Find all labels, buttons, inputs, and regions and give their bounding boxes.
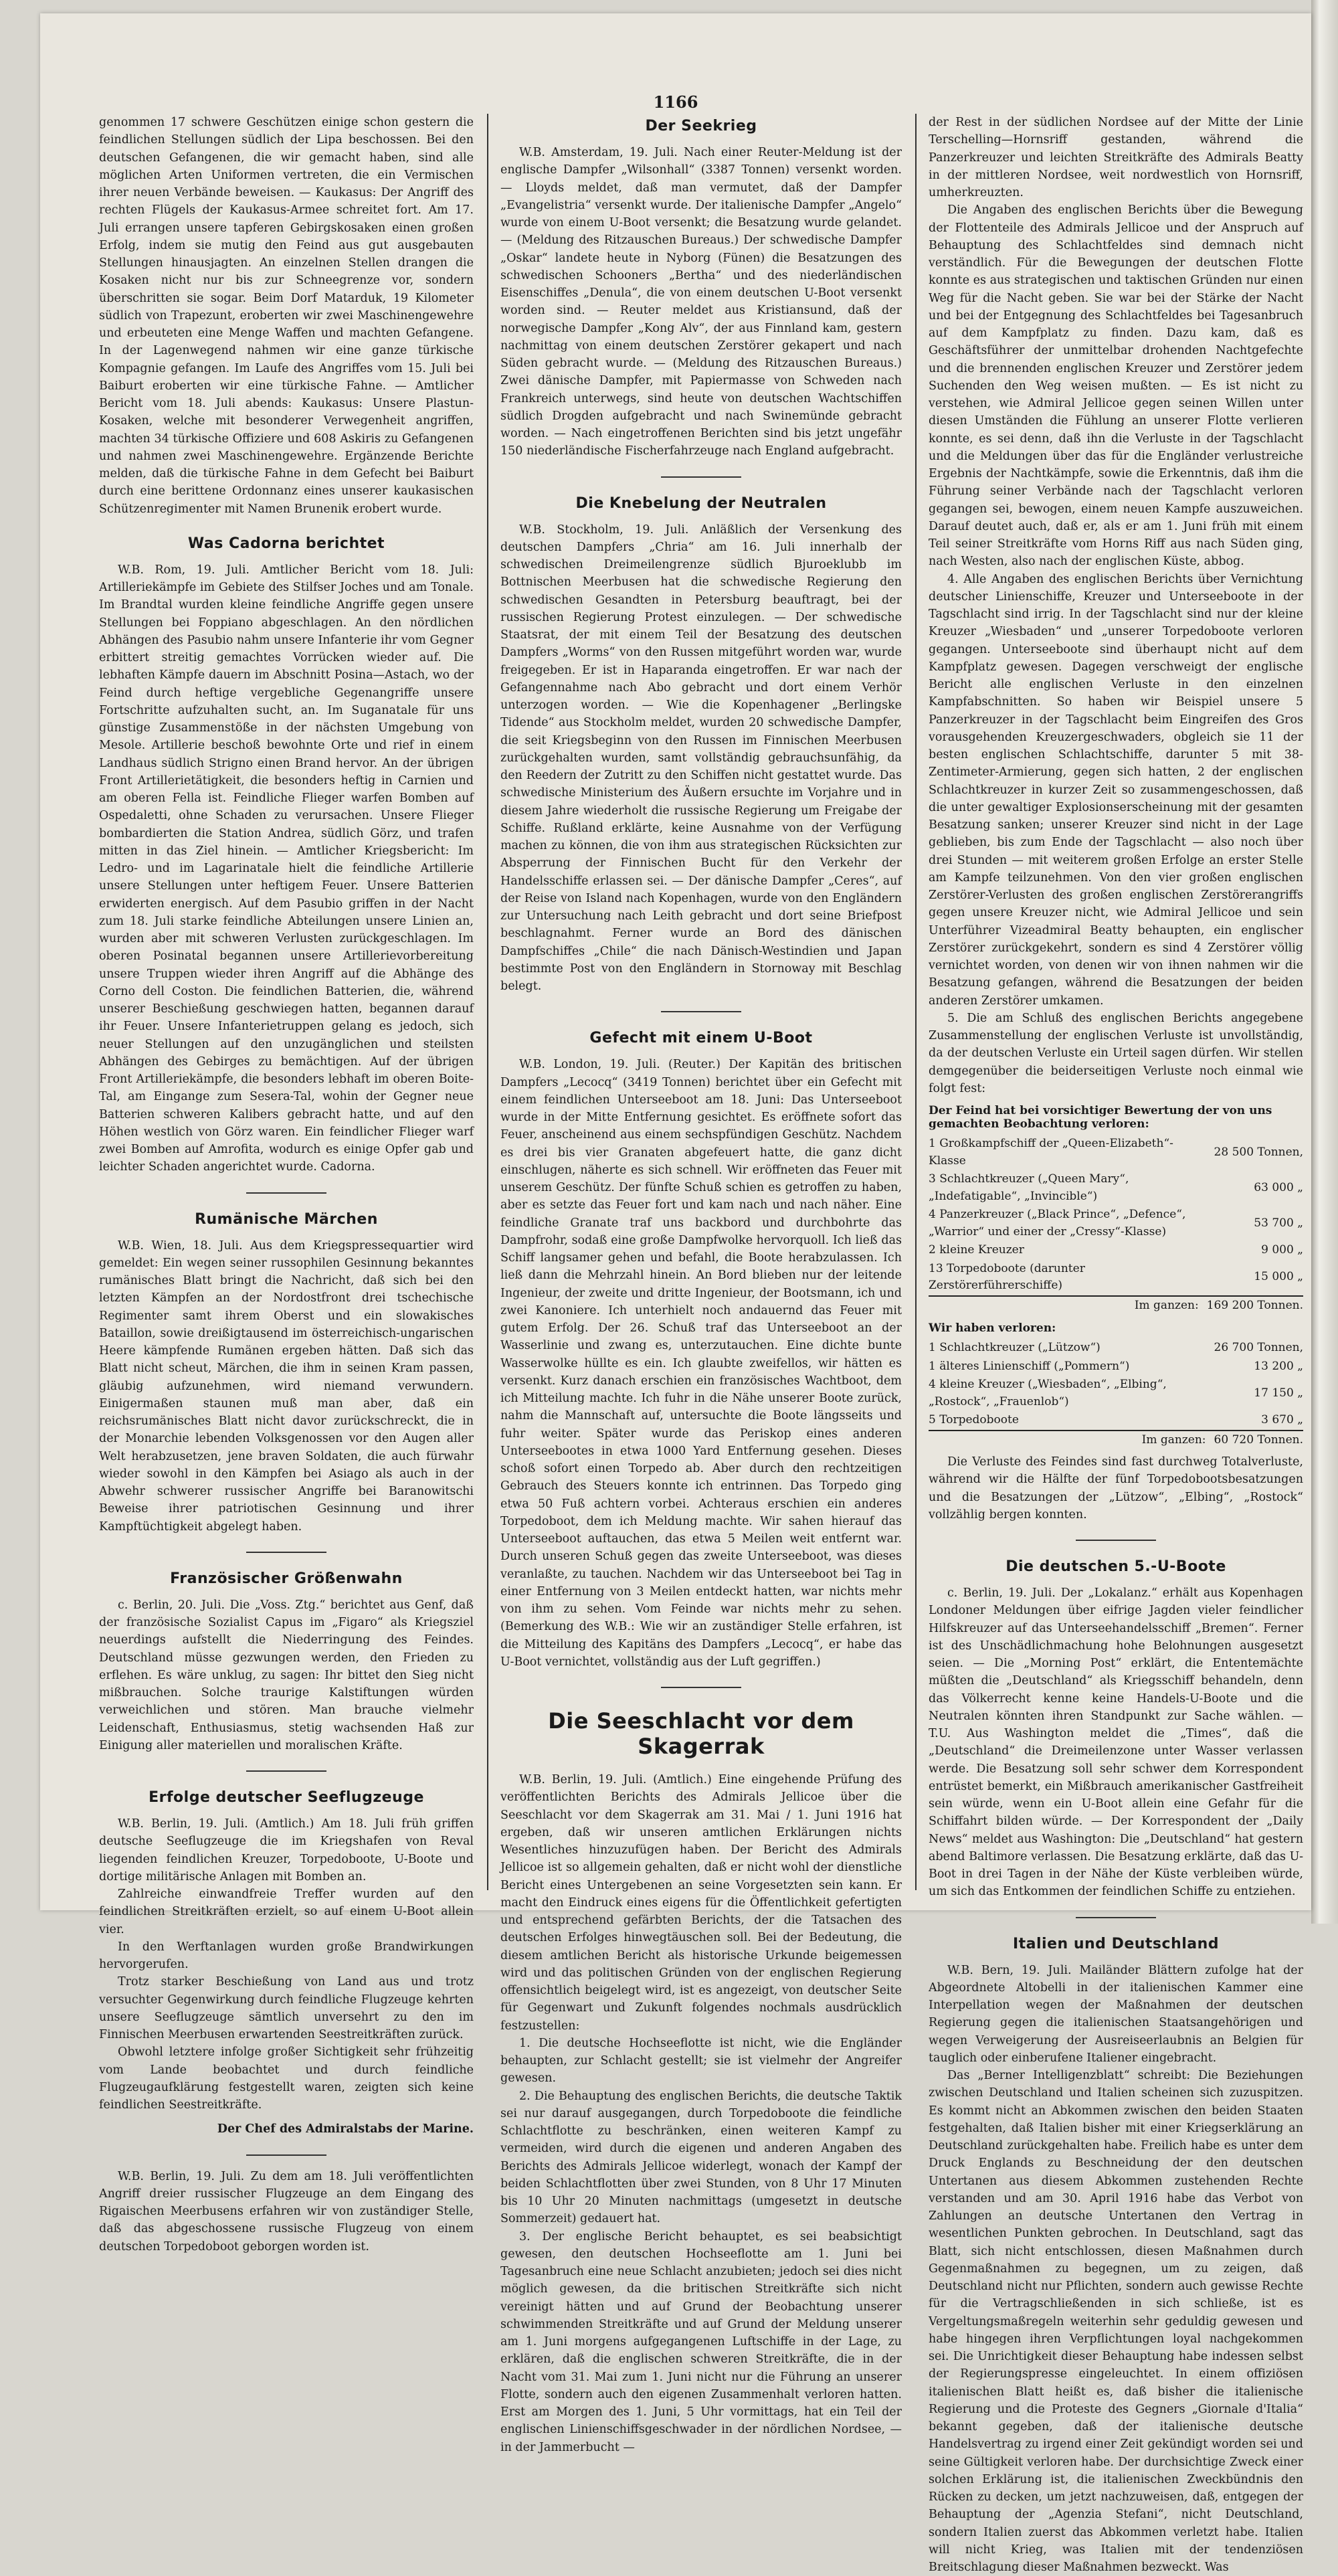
enemy-ship-label: 13 Torpedoboote (darunter Zerstörerführerschiffe) [929, 1261, 1085, 1292]
article-title-rumaenische-maerchen: Rumänische Märchen [195, 1210, 378, 1228]
article-paragraph: W.B. Berlin, 19. Juli. (Amtlich.) Am 18. Juli früh griffen deutsche Seeflugzeuge die im Kriegshafen von Reval liegenden feindlichen Kreuzer, Torpedoboote, U-Boote und dortige militärische Anlagen mit Bomben an. [99, 1817, 474, 1883]
column-left [99, 114, 474, 2253]
article-body-cadorna: W.B. Rom, 19. Juli. Amtlicher Bericht vom 18. Juli: Artilleriekämpfe im Gebiete des Stilfser Joches und am Tonale. Im Brandtal wurden kleine feindliche Angriffe gegen unsere Stellungen bei Foppiano abgeschlagen. An den nördlichen Abhängen des Pasubio nahm unsere Infanterie ihr vom Gegner erbittert streitig gemachtes Vorrücken wieder auf. Die lebhaften Kämpfe dauern im Abschnitt Posina—Astach, wo der Feind durch heftige vergebliche Gegenangriffe unsere Fortschritte aufzuhalten sucht, an. Im Suganatale für uns günstige Zusammenstöße in der nächsten Umgebung von Mesole. Artillerie beschoß bewohnte Orte und rief in einem Landhaus südlich Strigno einen Brand hervor. An der übrigen Front Artillerietätigkeit, die besonders heftig in Carnien und am oberen Fella ist. Feindliche Flieger warfen Bomben auf Ospedaletti, ohne Schaden zu verursachen. Unsere Flieger bombardierten die Station Andrea, südlich Görz, und trafen mitten in das Ziel hinein. — Amtlicher Kriegsbericht: Im Ledro- und im Lagarinatale hielt die feindliche Artillerie unsere Stellungen unter heftigem Feuer. Unsere Batterien erwiderten energisch. Auf dem Pasubio griffen in der Nacht zum 18. Juli starke feindliche Abteilungen unsere Linien an, wurden aber mit schweren Verlusten zurückgeschlagen. Im oberen Posinatal begannen unsere Artillerievorbereitung unsere Truppen wieder ihren Angriff auf die Abhänge des Corno dell Coston. Die feindlichen Batterien, die, während unserer Beschießung geschwiegen hatten, begannen darauf ihr Feuer. Unsere Infanterietruppen gelang es jedoch, sich neuer Stellungen auf den unzugänglichen und steilsten Abhängen des Gebirges zu bemächtigen. Auf der übrigen Front Artilleriekämpfe, die besonders lebhaft im oberen Boite-Tal, am Eingange zum Sesera-Tal, wohin der Gegner neue Batterien schweren Kalibers gebracht hatte, und auf den Höhen westlich von Görz waren. Ein feindlicher Flieger warf zwei Bomben auf Amrofita, wodurch es einige Opfer gab und leichter Schaden angerichtet wurde. Cadorna. [99, 563, 474, 1174]
article-title-groessenwahn: Französischer Größenwahn [170, 1570, 403, 1587]
own-ship-label: 1 älteres Linienschiff („Pommern“) [929, 1359, 1130, 1373]
article-separator [1076, 1917, 1156, 1918]
enemy-tonnage: 28 500 Tonnen, [1214, 1145, 1303, 1159]
enemy-ship-label: 1 Großkampfschiff der „Queen-Elizabeth“-Klasse [929, 1137, 1173, 1168]
article-separator [246, 2154, 326, 2156]
article-title-u-boote: Die deutschen 5.-U-Boote [1006, 1558, 1226, 1575]
own-row [929, 1376, 1303, 1411]
article-body-italien-2: Das „Berner Intelligenzblatt“ schreibt: Die Beziehungen zwischen Deutschland und Italien scheinen sich zuzuspitzen. Es kommt nicht an Abkommen zwischen den beiden Staaten festgehalten, daß Italien bisher mit einer Kriegserklärung an Deutschland zurückgehalten habe. Freilich habe es unter dem Druck Englands zu Beschneidung der den deutschen Untertanen aus diesem Abkommen zustehenden Rechte verstanden und am 30. April 1916 habe das Verbot von Zahlungen an deutsche Untertanen den Vertrag in wesentlichen Punkten gebrochen. In Deutschland, sagt das Blatt, sich nicht entschlossen, diesen Maßnahmen durch Gegenmaßnahmen zu begegnen, um zu zeigen, daß Deutschland nicht nur Pflichten, sondern auch gewisse Rechte für die Vertragschließenden in sich schließe, ist es Vergeltungsmaßregeln weiterhin sehr geduldig gewesen und habe hingegen ihren Verpflichtungen loyal nachgekommen sei. Die Unrichtigkeit dieser Behauptung habe indessen selbst der Regierungspresse eingeleuchtet. In einem offiziösen italienischen Blatt heißt es, daß bisher die italienische Regierung und die Proteste des Gegners „Giornale d'Italia“ bekannt gegeben, daß der italienische deutsche Handelsvertrag zu irgend einer Zeit gekündigt worden sei und seine Gültigkeit verloren habe. Der durchsichtige Zweck einer solchen Erklärung ist, die italienischen Zweckbündnis den Rücken zu decken, um jetzt nachzuweisen, daß, entgegen der Behauptung der „Agenzia Stefani“, nicht Deutschland, sondern Italien zuerst das Abkommen verletzt habe. Italien will nicht Krieg, was Italien mit der tendenziösen Breitschlagung dieser Maßnahmen bezweckt. Was [929, 2069, 1303, 2574]
enemy-row [929, 1260, 1303, 1296]
enemy-total-value: 169 200 Tonnen. [1207, 1296, 1303, 1315]
article-signature: Der Chef des Admiralstabs der Marine. [217, 2122, 474, 2136]
article-paragraph: 5. Die am Schluß des englischen Berichts angegebene Zusammenstellung der englischen Verluste ist unvollständig, da der deutschen Verluste ein Urteil sagen dürfen. Wir stellen demgegenüber die beiderseitigen Verluste noch einmal wie folgt fest: [929, 1011, 1303, 1095]
column-rule-right [915, 114, 917, 1890]
article-intro-skagerrak: W.B. Berlin, 19. Juli. (Amtlich.) Eine eingehende Prüfung des veröffentlichten Berichts des Admirals Jellicoe über die Seeschlacht vor dem Skagerrak am 31. Mai / 1. Juni 1916 hat ergeben, daß wir unseren amtlichen Erklärungen nichts Wesentliches hinzuzufügen haben. Der Bericht des Admirals Jellicoe ist so allgemein gehalten, daß er nicht wohl der dienstliche Bericht eines Untergebenen an seine Vorgesetzten sein kann. Er macht den Eindruck eines eigens für die Öffentlichkeit gefertigten und entsprechend gefärbten Berichts, der die Tatsachen des deutschen Erfolges hinwegtäuschen soll. Bei der Bedeutung, die diesem amtlichen Bericht als historische Urkunde beigemessen wird und das politischen Gründen von der englischen Regierung offensichtlich beigelegt wird, ist es angezeigt, von deutscher Seite für Gegenwart und Zukunft folgendes nochmals ausdrücklich festzustellen: [500, 1773, 902, 2033]
enemy-row [929, 1241, 1303, 1260]
own-total-label: Im ganzen: [929, 1431, 1214, 1450]
article-body-seekrieg: W.B. Amsterdam, 19. Juli. Nach einer Reuter-Meldung ist der englische Dampfer „Wilsonhall“ (3387 Tonnen) versenkt worden. — Lloyds meldet, daß man vermutet, daß der Dampfer „Evangelistria“ versenkt wurde. Der italienische Dampfer „Angelo“ wurde von einem U-Boot versenkt; die Besatzung wurde gelandet. — (Meldung des Ritzauschen Bureaus.) Der schwedische Dampfer „Oskar“ landete heute in Nyborg (Fünen) die Besatzungen des schwedischen Schooners „Bertha“ und des niederländischen Eisenschiffes „Denula“, die von einem deutschen U-Boot versenkt worden sind. — Reuter meldet aus Kristiansund, daß der norwegische Dampfer „Kong Alv“, der aus Finnland kam, gestern nachmittag von einem deutschen Zerstörer gekapert und nach Süden gebracht wurde. — (Meldung des Ritzauschen Bureaus.) Zwei dänische Dampfer, mit Papiermasse von Schweden nach Frankreich unterwegs, sind heute von deutschen Wachtschiffen südlich Drogden aufgebracht und nach Swinemünde gebracht worden. — Nach eingetroffenen Berichten sind bis jetzt ungefähr 150 niederländische Fischerfahrzeuge nach England aufgebracht. [500, 146, 902, 458]
newspaper-page [40, 13, 1311, 2574]
article-title-knebelung: Die Knebelung der Neutralen [575, 494, 827, 512]
own-tonnage: 13 200 „ [1254, 1359, 1303, 1373]
article-separator [661, 476, 741, 478]
enemy-tonnage: 53 700 „ [1254, 1216, 1303, 1230]
article-paragraph: Die Angaben des englischen Berichts über die Bewegung der Flottenteile des Admirals Jellicoe und der Anspruch auf Behauptung des Schlachtfeldes sind demnach nicht verständlich. Für die Bewegungen der deutschen Flotte konnte es aus strategischen und taktischen Gründen nur einen Weg für die Nacht geben. Sie war bei der Stärke der Nacht und bei der Entgegnung des Schlachtfeldes bei Tagesanbruch auf dem Kampfplatz zu finden. Dazu kam, daß es Geschäftsführer der unmittelbar drohenden Nachtgefechte und die brennenden englischen Kreuzer und Zerstörer jedem Suchenden den Weg weisen mußten. — Es ist nicht zu verstehen, wie Admiral Jellicoe gegen seinen Willen unter diesen Umständen die Fühlung an unserer Flotte verlieren konnte, es sei denn, daß ihn die Verluste in der Tagschlacht und die Meldungen über das für die Engländer verlustreiche Ergebnis der Nachtkämpfe, sowie die Erkenntnis, daß ihm die Führung seiner Verbände nach der Tagschlacht verloren gegangen sei, bewogen, einem neuen Kampfe auszuweichen. Darauf deutet auch, daß er, als er am 1. Juni früh mit einem Teil seiner Streitkräfte vom Horns Riff aus nach Süden ging, nach Westen, also nach der englischen Küste, abbog. [929, 203, 1303, 569]
article-paragraph: Obwohl letztere infolge großer Sichtigkeit sehr frühzeitig vom Lande beobachtet und durch feindliche Flugzeugaufklärung festgestellt waren, zeigten sich keine feindlichen Seestreitkräfte. [99, 2045, 474, 2112]
own-row [929, 1411, 1303, 1431]
own-row [929, 1339, 1303, 1358]
article-title-skagerrak: Die Seeschlacht vor dem Skagerrak [548, 1708, 854, 1759]
article-separator [661, 1687, 741, 1688]
article-title-italien: Italien und Deutschland [1012, 1935, 1220, 1952]
article-paragraph: Trotz starker Beschießung von Land aus und trotz versuchter Gegenwirkung durch feindliche Flugzeuge kehrten unsere Seeflugzeuge sämtlich unversehrt zu den im Finnischen Meerbusen erwartenden Seestreitkräften zurück. [99, 1975, 474, 2041]
article-item: 1. Die deutsche Hochseeflotte ist nicht, wie die Engländer behaupten, zur Schlacht gestellt; sie ist vielmehr der Angreifer gewesen. [500, 2036, 902, 2086]
article-separator [246, 1192, 326, 1194]
article-title-seekrieg: Der Seekrieg [645, 118, 757, 134]
article-paragraph: W.B. Berlin, 19. Juli. Zu dem am 18. Juli veröffentlichten Angriff dreier russischer Flugzeuge an dem Eingang des Rigaischen Meerbusens erfahren wir von zuständiger Stelle, daß das abgeschossene russische Flugzeug von einem deutschen Torpedoboot geborgen worden ist. [99, 2169, 474, 2253]
own-ship-label: 1 Schlachtkreuzer („Lützow“) [929, 1341, 1101, 1354]
column-right [929, 114, 1303, 2574]
article-separator [246, 1552, 326, 1553]
article-body-rumaenische-maerchen: W.B. Wien, 18. Juli. Aus dem Kriegspressequartier wird gemeldet: Ein wegen seiner russophilen Gesinnung bekanntes rumänisches Blatt bringt die Nachricht, daß sich bei den letzten Kämpfen an der Nordostfront drei tschechische Regimenter samt ihrem Oberst und ein slowakisches Bataillon, sowie dreißigtausend im österreichisch-ungarischen Heere kämpfende Rumänen ergeben hätten. Daß sich das Blatt nicht scheut, Märchen, die ihm in seinen Kram passen, gläubig aufzunehmen, wird niemand verwundern. Einigermaßen staunen muß man aber, daß ein reichsrumänisches Blatt nicht davor zurückschreckt, die in der Monarchie lebenden Volksgenossen vor den Augen aller Welt herabzusetzen, jene braven Soldaten, die auch fürwahr wieder sowohl in den Kämpfen bei Asiago als auch in der Abwehr schwerer russischer Angriffe bei Baranowitschi Beweise ihrer patriotischen Gesinnung und ihrer Kampftüchtigkeit abgelegt haben. [99, 1238, 474, 1534]
article-title-gefecht-u-boot: Gefecht mit einem U-Boot [589, 1030, 813, 1047]
article-body-gefecht-u-boot: W.B. London, 19. Juli. (Reuter.) Der Kapitän des britischen Dampfers „Lecocq“ (3419 Tonnen) berichtet über ein Gefecht mit einem feindlichen Unterseeboot am 18. Juni: Das Unterseeboot wurde in der Mitte Entfernung gesichtet. Es eröffnete sofort das Feuer, anscheinend aus einem sechspfündigen Geschütz. Nachdem es drei bis vier Granaten abgefeuert hatte, die ganz dicht einschlugen, näherte es sich schnell. Wir eröffneten das Feuer mit unserem Geschütz. Der fünfte Schuß schien es getroffen zu haben, aber es setzte das Feuer fort und kam nach und nach näher. Eine feindliche Granate traf uns backbord und durchbohrte das Dampfrohr, sodaß eine große Dampfwolke hervorquoll. Ich ließ das Schiff langsamer gehen und befahl, die Boote herabzulassen. Ich ließ dann die Mehrzahl hinein. An Bord blieben nur der leitende Ingenieur, der zweite und dritte Ingenieur, der Bootsmann, ich und zwei Kanoniere. Ich unterhielt noch andauernd das Feuer mit gutem Erfolg. Der 26. Schuß traf das Unterseeboot an der Wasserlinie und zwang es, unterzutauchen. Eine dichte bunte Wasserwolke hüllte es ein. Ich glaubte zweifellos, wir hätten es versenkt. Kurz danach erschien ein französisches Wachtboot, dem ich Mitteilung machte. Ich fuhr in die Nähe unserer Boote zurück, nahm die Mannschaft auf, untersuchte die Boote längsseits und fuhr weiter. Später wurde das Periskop eines anderen Unterseebootes in etwa 1000 Yard Entfernung gesehen. Dieses schoß sofort einen Torpedo ab. Aber durch den rechtzeitigen Gebrauch des Steuers konnte ich entrinnen. Das Torpedo ging etwa 50 Fuß achtern vorbei. Achteraus erschien ein anderes Torpedoboot, dem ich Meldung machte. Wir sahen hierauf das Unterseeboot auftauchen, das etwa 5 Meilen weit entfernt war. Durch unseren Schuß gegen das zweite Unterseeboot, was dieses veranlaßte, zu tauchen. Nachdem wir das Unterseeboot bei Tag in einer Entfernung von 3 Meilen entdeckt hatten, war nichts mehr von ihm zu sehen. Vom Feinde war nichts mehr zu sehen. (Bemerkung des W.B.: Wie wir an zuständiger Stelle erfahren, ist die Mitteilung des Kapitäns des Dampfers „Lecocq“, er habe das U-Boot vernichtet, vollständig aus der Luft gegriffen.) [500, 1058, 902, 1669]
adjacent-page-edge [1311, 0, 1338, 1924]
article-paragraph: In den Werftanlagen wurden große Brandwirkungen hervorgerufen. [99, 1940, 474, 1971]
article-paragraph: Die Verluste des Feindes sind fast durchweg Totalverluste, während wir die Hälfte der fünf Torpedobootsbesatzungen und die Besatzungen der „Lützow“, „Elbing“, „Rostock“ vollzählig bergen konnten. [929, 1455, 1303, 1522]
enemy-row [929, 1170, 1303, 1206]
caucasus-report-continuation: genommen 17 schwere Geschützen einige schon gestern die feindlichen Stellungen südlich der Lipa beschossen. Bei den deutschen Gefangenen, die wir gemacht haben, sind alle möglichen Arten Uniformen vertreten, die ein Vermischen ihrer neuen Verbände beweisen. — Kaukasus: Der Angriff des rechten Flügels der Kaukasus-Armee schreitet fort. Am 17. Juli errangen unsere tapferen Gebirgskosaken einen großen Erfolg, indem sie mutig den Feind aus gut ausgebauten Stellungen hinausjagten. An einzelnen Stellen drangen die Kosaken nicht nur bis zur Schneegrenze vor, sondern überschritten sie sogar. Beim Dorf Matarduk, 19 Kilometer südlich von Trapezunt, eroberten wir zwei Maschinengewehre und erbeuteten eine Menge Waffen und machten Gefangene. In der Lagenwegend nahmen wir eine ganze türkische Kompagnie gefangen. Im Laufe des Angriffes vom 15. Juli bei Baiburt eroberten wir eine türkische Fahne. — Amtlicher Bericht vom 18. Juli abends: Kaukasus: Unsere Plastun-Kosaken, welche mit besonderer Verwegenheit angriffen, machten 34 türkische Offiziere und 608 Askiris zu Gefangenen und nahmen zwei Maschinengewehre. Ergänzende Berichte melden, daß die türkische Fahne in dem Gefecht bei Baiburt durch eine berittene Ordonnanz eines unserer kaukasischen Schützenregimenter mit Namen Brunenik erobert wurde. [99, 116, 474, 516]
own-losses-heading: Wir haben verloren: [929, 1321, 1056, 1335]
enemy-losses-table [929, 1135, 1303, 1315]
own-ship-label: 4 kleine Kreuzer („Wiesbaden“, „Elbing“, „Rostock“, „Frauenlob“) [929, 1378, 1167, 1408]
own-tonnage: 3 670 „ [1261, 1413, 1303, 1427]
own-tonnage: 26 700 Tonnen, [1214, 1341, 1303, 1354]
article-body-u-boote: c. Berlin, 19. Juli. Der „Lokalanz.“ erhält aus Kopenhagen Londoner Meldungen über eifrige Jagden vieler feindlicher Hilfskreuzer auf das Unterseehandelsschiff „Bremen“. Ferner ist des Unschädlichmachung hohe Belohnungen ausgesetzt seien. — Die „Morning Post“ erklärt, die Ententemächte müßten die „Deutschland“ als Kriegsschiff behandeln, denn das Völkerrecht kenne keine Handels-U-Boote und die Neutralen könnten ihren Standpunkt zur Sache wählen. — T.U. Aus Washington meldet die „Times“, daß die „Deutschland“ die Dreimeilenzone unter Wasser verlassen werde. Die Besatzung soll sehr schwer dem Korrespondent entrüstet bemerkt, ein Mißbrauch amerikanischer Gastfreiheit sein würde, wenn ein U-Boot allein eine Gefahr für die Schiffahrt bilden würde. — Der Korrespondent der „Daily News“ meldet aus Washington: Die „Deutschland“ hat gestern abend Baltimore verlassen. Die Besatzung erklärte, daß das U-Boot in drei Tagen in der Nähe der Küste verbleiben würde, um sich das Entkommen der feindlichen Schiffe zu entziehen. [929, 1586, 1303, 1899]
enemy-losses-heading: Der Feind hat bei vorsichtiger Bewertung der von uns gemachten Beobachtung verloren: [929, 1104, 1272, 1131]
article-body-groessenwahn: c. Berlin, 20. Juli. Die „Voss. Ztg.“ berichtet aus Genf, daß der französische Sozialist Capus im „Figaro“ als Kriegsziel neuerdings aufstellt die Niederringung des Feindes. Deutschland müsse gezwungen werden, den Frieden zu erflehen. Es wäre unklug, zu sagen: Ihr bittet den Sieg nicht mißbrauchen. Solche traurige Kalstiftungen würden verweichlichen und stören. Man brauche vielmehr Leidenschaft, Enthusiasmus, stetig wachsenden Haß zur Einigung aller materiellen und moralischen Kräfte. [99, 1598, 474, 1752]
own-total-value: 60 720 Tonnen. [1214, 1431, 1303, 1450]
article-item: 2. Die Behauptung des englischen Berichts, die deutsche Taktik sei nur darauf ausgegangen, durch Torpedoboote die feindliche Schlachtflotte zu beschränken, einen weiteren Kampf zu vermeiden, wird durch die eigenen und anderen Angaben des Berichts des Admirals Jellicoe widerlegt, wonach der Kampf der beiden Schlachtflotten über zwei Stunden, von 8 Uhr 17 Minuten bis 10 Uhr 20 Minuten nachmittags (umgesetzt in deutsche Sommerzeit) gedauert hat. [500, 2089, 902, 2226]
article-separator [1076, 1540, 1156, 1541]
article-paragraph: Zahlreiche einwandfreie Treffer wurden auf den feindlichen Streitkräften erzielt, so auf einem U-Boot allein vier. [99, 1888, 474, 1936]
column-middle [500, 114, 902, 2454]
own-row [929, 1358, 1303, 1376]
page-number: 1166 [653, 92, 698, 112]
own-losses-table [929, 1339, 1303, 1449]
article-body-knebelung: W.B. Stockholm, 19. Juli. Anläßlich der Versenkung des deutschen Dampfers „Chria“ am 16. Juli innerhalb der schwedischen Dreimeilengrenze südlich Bjuroeklubb im Bottnischen Meerbusen hat die schwedische Regierung den schwedischen Gesandten in Petersburg beauftragt, bei der russischen Regierung Protest einzulegen. — Der schwedische Staatsrat, der mit einem Teil der Besatzung des deutschen Dampfers „Worms“ von den Russen mitgeführt worden war, wurde freigegeben. Er ist in Haparanda eingetroffen. Er war nach der Gefangennahme nach Abo gebracht und dort einem Verhör unterzogen worden. — Wie die Kopenhagener „Berlingske Tidende“ aus Stockholm meldet, wurden 20 schwedische Dampfer, die seit Kriegsbeginn von den Russen im Finnischen Meerbusen zurückgehalten wurden, samt vollständig gebrauchsunfähig, da den Reedern der Zutritt zu den Schiffen nicht gestattet wurde. Das schwedische Ministerium des Äußern ersuchte im Vorjahre und in diesem Jahre wiederholt die russische Regierung um Freigabe der Schiffe. Rußland erklärte, keine Ausnahme von der Verfügung machen zu können, die von ihm aus strategischen Rücksichten zur Absperrung der Finnischen Bucht für den Verkehr der Handelsschiffe erlassen sei. — Der dänische Dampfer „Ceres“, auf der Reise von Island nach Kopenhagen, wurde von den Engländern zur Untersuchung nach Leith gebracht und dort seine Briefpost beschlagnahmt. Ferner wurde an Bord des dänischen Dampfschiffes „Chile“ die nach Dänisch-Westindien und Japan bestimmte Post von den Engländern in Stornoway mit Beschlag belegt. [500, 523, 902, 993]
article-body-italien: W.B. Bern, 19. Juli. Mailänder Blättern zufolge hat der Abgeordnete Altobelli in der italienischen Kammer eine Interpellation wegen der Maßnahmen der deutschen Regierung gegen die italienischen Staatsangehörigen und wegen Verweigerung der Ausreiseerlaubnis an Belgien für tauglich oder einberufene Italiener eingebracht. [929, 1963, 1303, 2065]
column-rule-left [487, 114, 488, 1890]
article-title-seeflugzeuge: Erfolge deutscher Seeflugzeuge [149, 1789, 424, 1806]
enemy-row [929, 1206, 1303, 1241]
enemy-ship-label: 4 Panzerkreuzer („Black Prince“, „Defence“, „Warrior“ und einer der „Cressy“-Klasse) [929, 1208, 1186, 1238]
enemy-tonnage: 63 000 „ [1254, 1180, 1303, 1194]
article-separator [661, 1011, 741, 1012]
enemy-tonnage: 9 000 „ [1261, 1243, 1303, 1257]
enemy-total-label: Im ganzen: [929, 1296, 1207, 1315]
article-item: 3. Der englische Bericht behauptet, es sei beabsichtigt gewesen, den deutschen Hochseeflotte am 1. Juni bei Tagesanbruch eine neue Schlacht anzubieten; jedoch sei dies nicht möglich gewesen, da die britischen Streitkräfte sich nicht vereinigt hätten und auf Grund der Beobachtung unserer schwimmenden Streitkräfte und auf Grund der Meldung unserer am 1. Juni morgens aufgegangenen Luftschiffe in der Lage, zu erklären, daß die englischen schweren Streitkräfte, die in der Nacht vom 31. Mai zum 1. Juni nicht nur die Führung an unserer Flotte, sondern auch den eigenen Zusammenhalt verloren hatten. Erst am Morgen des 1. Juni, 5 Uhr vormittags, hat ein Teil der englischen Linienschiffsgeschwader in der nördlichen Nordsee, — in der Jammerbucht — [500, 2229, 902, 2454]
article-title-cadorna: Was Cadorna berichtet [187, 535, 385, 552]
own-tonnage: 17 150 „ [1254, 1386, 1303, 1400]
article-paragraph: der Rest in der südlichen Nordsee auf der Mitte der Linie Terschelling—Hornsriff gestanden, während die Panzerkreuzer und leichten Streitkräfte des Admirals Beatty in der mittleren Nordsee, weit nordwestlich von Hornsriff, umherkreuzten. [929, 116, 1303, 199]
article-separator [246, 1770, 326, 1772]
enemy-ship-label: 3 Schlachtkreuzer („Queen Mary“, „Indefatigable“, „Invincible“) [929, 1172, 1129, 1203]
enemy-row [929, 1135, 1303, 1170]
article-paragraph: 4. Alle Angaben des englischen Berichts über Vernichtung deutscher Linienschiffe, Kreuzer und Unterseeboote in der Tagschlacht sind irrig. In der Tagschlacht sind nur der kleine Kreuzer „Wiesbaden“ und „unserer Torpedoboote verloren gegangen. Unterseeboote sind überhaupt nicht auf dem Kampfplatz gewesen. Dagegen verschweigt der englische Bericht alle englischen Verluste in den einzelnen Kampfabschnitten. So haben wir Beispiel unsere 5 Panzerkreuzer in der Tagschlacht beim Eingreifen des Gros vorausgehenden Kreuzergeschwaders, obgleich sie 11 der besten englischen Schlachtschiffe, darunter 5 mit 38-Zentimeter-Armierung, gegen sich hatten, 2 der englischen Schlachtkreuzer in kurzer Zeit so zusammengeschossen, daß die unter gewaltiger Explosionserscheinung mit der gesamten Besatzung sanken; unserer Kreuzer sind nicht in der Lage geblieben, bis zum Ende der Tagschlacht — also noch über drei Stunden — mit weiterem großen Erfolge an erster Stelle am Kampfe teilzunehmen. Von den vier großen englischen Zerstörer-Verlusten des großen englischen Zerstörerangriffs gegen unsere Kreuzer nicht, wie Admiral Jellicoe und sein Unterführer Vizeadmiral Beatty behaupten, ein englischer Zerstörer zurückgekehrt, sondern es sind 4 Zerstörer völlig vernichtet worden, von denen wir von ihnen nahmen wir die Besatzung gefangen, während die Besatzungen der beiden anderen Zerstörer umkamen. [929, 572, 1303, 1008]
own-ship-label: 5 Torpedoboote [929, 1413, 1019, 1427]
enemy-tonnage: 15 000 „ [1254, 1270, 1303, 1284]
enemy-ship-label: 2 kleine Kreuzer [929, 1243, 1024, 1257]
